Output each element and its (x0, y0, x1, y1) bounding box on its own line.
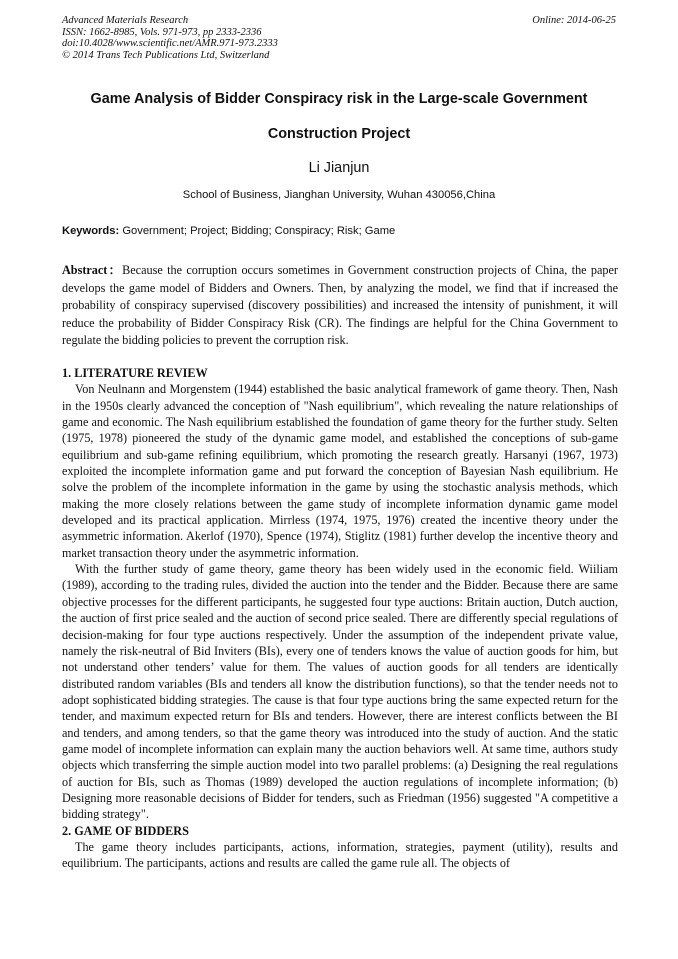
paper-title-line-2: Construction Project (267, 126, 411, 142)
keywords-label: Keywords: (62, 225, 120, 237)
keywords-text: Government; Project; Bidding; Conspiracy; Risk; Game (122, 225, 396, 237)
issn-line: ISSN: 1662-8985, Vols. 971-973, pp 2333-2336 (62, 26, 262, 38)
abstract-label: Abstract： (62, 263, 123, 277)
abstract (62, 262, 618, 350)
doi-line: doi:10.4028/www.scientific.net/AMR.971-973.2333 (62, 38, 278, 50)
online-date: Online: 2014-06-25 (532, 15, 616, 26)
paper-body (62, 365, 618, 872)
keywords (62, 225, 618, 237)
section-heading-game-of-bidders: 2. GAME OF BIDDERS (62, 823, 189, 838)
author-name: Li Jianjun (308, 160, 370, 176)
abstract-text: Because the corruption occurs sometimes in Government construction projects of China, the paper develops the game model of Bidders and Owners. Then, by analyzing the model, we find that if increased the probability of conspiracy supervised (discovery possibilities) and increased the intensity of punishment, it will reduce the probability of Bidder Conspiracy Risk (CR). The findings are helpful for the China Government to regulate the bidding policies to prevent the corruption risk. (62, 263, 618, 348)
paragraph: The game theory includes participants, actions, information, strategies, payment (utility), results and equilibrium. The participants, actions and results are called the game rule all. The objects of (62, 839, 618, 871)
copyright-line: © 2014 Trans Tech Publications Ltd, Switzerland (62, 49, 270, 61)
paragraph: With the further study of game theory, game theory has been widely used in the economic field. Wiiliam (1989), according to the trading rules, divided the auction into the tender and the Bidder. Because there are same objective processes for the different participants, he suggested four type auctions: Britain auction, Dutch auction, the auction of first price sealed and the auction of second price sealed. There are differently special regulations of decision-making for four type auctions respectively. Under the assumption of the independent private value, namely the risk-neutral of Bid Inviters (BIs), every one of tenders knows the value of auction goods for him, but not understand other tenders’ value for them. The values of auction goods for all tenders are identically distributed random variables (BIs and tenders all know the distribution functions), so that the tender needs not to adopt sophisticated bidding strategies. The cause is that four type auctions bring the same expected return for the tender, and maximum expected return for BIs and tenders. However, there are interest conflicts between the BI and tenders, and among tenders, so that the game theory was introduced into the study of auction. And the static game model of incomplete information can explain many the auction behaviors well. At same time, authors study objects which transferring the simple auction model into two parallel problems: (a) Designing the real regulations of auction for BIs, such as Thomas (1989) developed the auction regulations of incomplete information; (b) Designing more reasonable decisions of Bidder for tenders, such as Friedman (1956) suggested "A competitive a bidding strategy". (62, 562, 618, 822)
section-heading-literature-review: 1. LITERATURE REVIEW (62, 366, 208, 380)
journal-name: Advanced Materials Research (62, 15, 189, 26)
paragraph: Von Neulnann and Morgenstem (1944) established the basic analytical framework of game theory. Then, Nash in the 1950s clearly advanced the conception of "Nash equilibrium", which revealing the nature relationships of game and economic. The Nash equilibrium established the foundation of game theory for the further study. Selten (1975, 1978) pioneered the study of the dynamic game model, and established the conceptions of sub-game equilibrium and sub-game refining equilibrium, which promoting the research greatly. Harsanyi (1967, 1973) exploited the incomplete information game and put forward the conception of Bayesian Nash equilibrium. He solve the problem of the incomplete information in the game by using the stochastic analysis methods, which making the more closely relations between the game study of incomplete information dynamic game model developed and its practical application. Mirrless (1974, 1975, 1976) created the incentive theory under the asymmetric information. Akerlof (1970), Spence (1974), Stiglitz (1981) further develop the incentive theory and market transaction theory under the asymmetric information. (62, 382, 618, 560)
journal-header (62, 15, 616, 61)
author-affiliation: School of Business, Jianghan University, Wuhan 430056,China (182, 189, 496, 201)
paper-title-line-1: Game Analysis of Bidder Conspiracy risk in the Large-scale Government (90, 91, 588, 107)
